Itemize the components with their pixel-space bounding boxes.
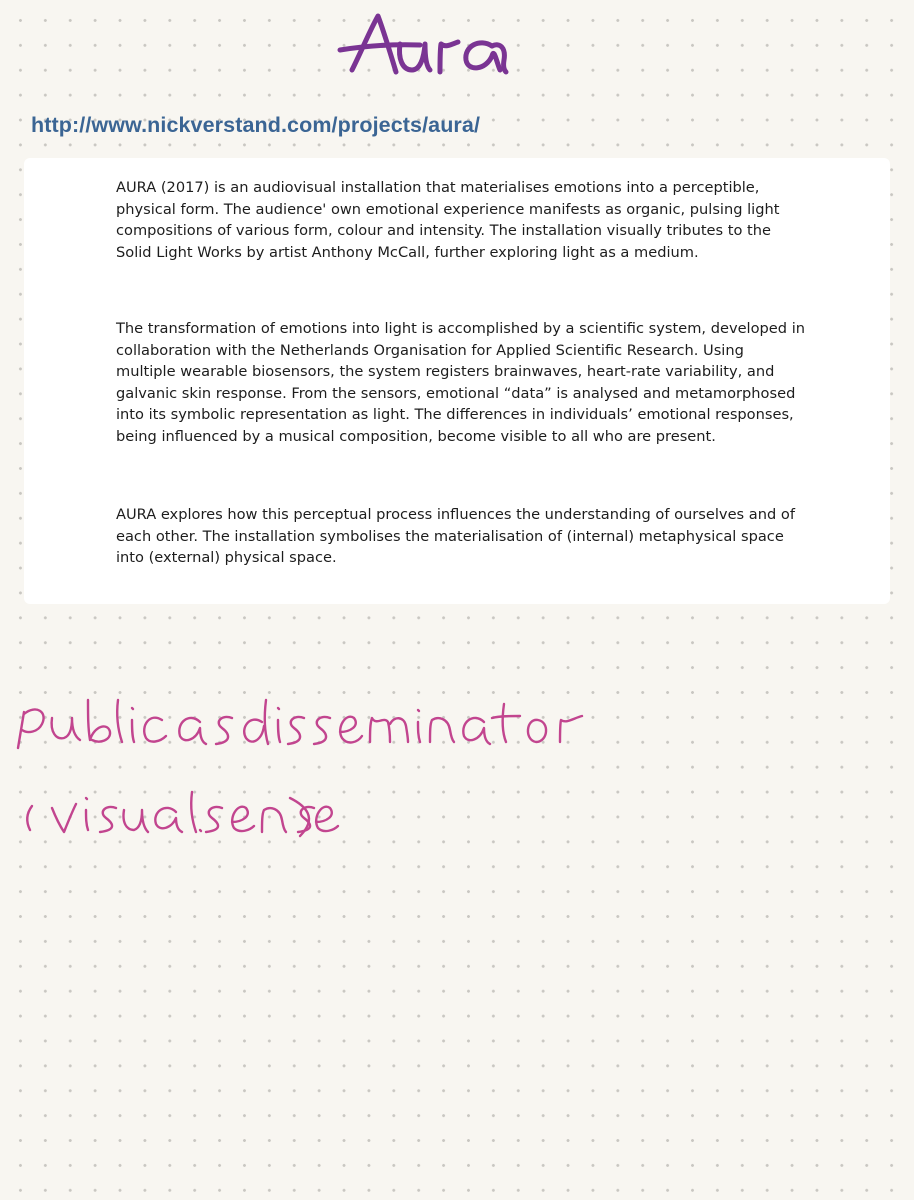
- note-line-2-ink: [27, 792, 338, 836]
- paragraph-system: The transformation of emotions into light is accomplished by a scientific system, developed in collaboration with the Netherlands Organisation for Applied Scientific Research. Using multiple wearable biosensors, the system registers brainwaves, heart-rate variability, and galvanic skin response. From the sensors, emotional “data” is analysed and metamorphosed into its symbolic representation as light. The differences in individuals’ emotional responses, being influenced by a musical composition, become visible to all who are present.: [116, 320, 805, 445]
- paragraph-conclusion: AURA explores how this perceptual process influences the understanding of ourselves and of each other. The installation symbolises the materialisation of (internal) metaphysical space into (external) physical space.: [116, 506, 795, 567]
- project-url-link[interactable]: http://www.nickverstand.com/projects/aura/: [31, 113, 481, 137]
- paragraph-intro: AURA (2017) is an audiovisual installation that materialises emotions into a perceptible, physical form. The audience' own emotional experience manifests as organic, pulsing light compositions of various form, colour and intensity. The installation visually tributes to the Solid Light Works by artist Anthony McCall, further exploring light as a medium.: [116, 179, 780, 261]
- note-line-1-ink: [18, 700, 582, 748]
